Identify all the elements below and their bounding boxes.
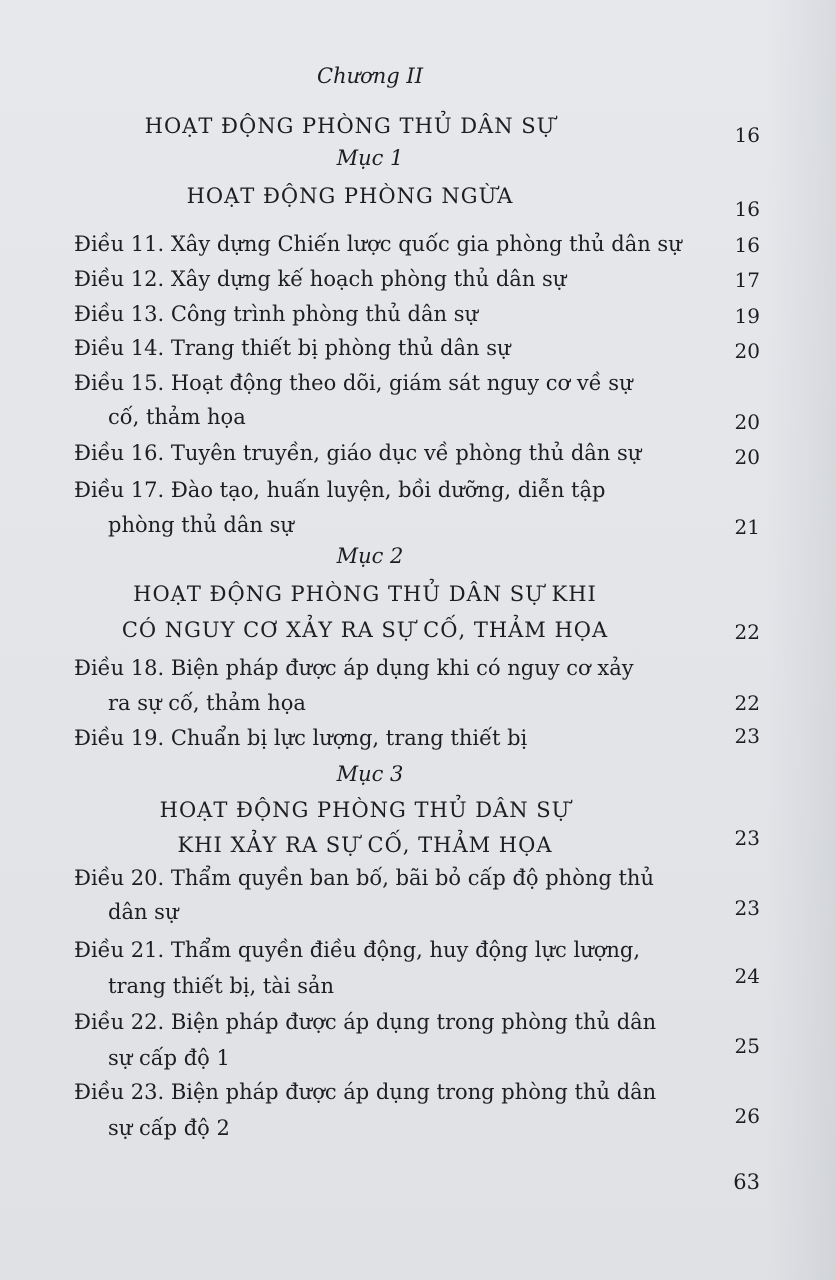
toc-page-article-15: 20 (734, 410, 760, 434)
toc-page-article-16: 20 (734, 445, 760, 469)
section-2-label: Mục 2 (336, 544, 404, 568)
page-shadow (766, 0, 836, 1280)
chapter-title: HOẠT ĐỘNG PHÒNG THỦ DÂN SỰ (144, 114, 556, 138)
toc-entry-article-23-cont: sự cấp độ 2 (108, 1116, 230, 1140)
toc-entry-article-21: Điều 21. Thẩm quyền điều động, huy động lực lượng, (74, 938, 641, 962)
toc-page-article-18: 22 (734, 691, 760, 715)
section-2-title-line-1: HOẠT ĐỘNG PHÒNG THỦ DÂN SỰ KHI (133, 582, 597, 606)
toc-entry-article-19: Điều 19. Chuẩn bị lực lượng, trang thiết bị (74, 726, 528, 750)
toc-entry-article-17: Điều 17. Đào tạo, huấn luyện, bồi dưỡng, diễn tập (74, 478, 606, 502)
section-1-page: 16 (734, 197, 760, 221)
section-2-page: 22 (734, 620, 760, 644)
toc-entry-article-15-cont: cố, thảm họa (108, 405, 246, 429)
toc-entry-article-20-cont: dân sự (108, 900, 179, 924)
toc-entry-article-14: Điều 14. Trang thiết bị phòng thủ dân sự (74, 336, 511, 360)
section-2-title-line-2: CÓ NGUY CƠ XẢY RA SỰ CỐ, THẢM HỌA (121, 618, 609, 642)
toc-page-article-12: 17 (734, 268, 760, 292)
toc-page-article-13: 19 (734, 304, 760, 328)
toc-entry-article-21-cont: trang thiết bị, tài sản (108, 974, 335, 998)
toc-entry-article-11: Điều 11. Xây dựng Chiến lược quốc gia phòng thủ dân sự (74, 232, 682, 256)
toc-entry-article-23: Điều 23. Biện pháp được áp dụng trong phòng thủ dân (74, 1080, 657, 1104)
toc-page-article-22: 25 (734, 1034, 760, 1058)
toc-page-article-21: 24 (734, 964, 760, 988)
toc-entry-article-22-cont: sự cấp độ 1 (108, 1046, 230, 1070)
toc-entry-article-16: Điều 16. Tuyên truyền, giáo dục về phòng thủ dân sự (74, 441, 642, 465)
toc-entry-article-18-cont: ra sự cố, thảm họa (108, 691, 306, 715)
toc-entry-article-22: Điều 22. Biện pháp được áp dụng trong phòng thủ dân (74, 1010, 657, 1034)
section-1-label: Mục 1 (336, 146, 404, 170)
section-1-title: HOẠT ĐỘNG PHÒNG NGỪA (186, 184, 514, 208)
section-3-title-line-1: HOẠT ĐỘNG PHÒNG THỦ DÂN SỰ (159, 798, 571, 822)
chapter-label: Chương II (317, 64, 423, 88)
toc-page-article-11: 16 (734, 233, 760, 257)
section-3-label: Mục 3 (336, 762, 404, 786)
toc-page-article-14: 20 (734, 339, 760, 363)
toc-page-article-20: 23 (734, 896, 760, 920)
toc-entry-article-13: Điều 13. Công trình phòng thủ dân sự (74, 302, 479, 326)
toc-page-article-23: 26 (734, 1104, 760, 1128)
toc-page-article-19: 23 (734, 724, 760, 748)
toc-entry-article-20: Điều 20. Thẩm quyền ban bố, bãi bỏ cấp độ phòng thủ (74, 866, 654, 890)
toc-entry-article-12: Điều 12. Xây dựng kế hoạch phòng thủ dân sự (74, 267, 567, 291)
toc-page-article-17: 21 (734, 515, 760, 539)
chapter-page: 16 (734, 123, 760, 147)
toc-entry-article-17-cont: phòng thủ dân sự (108, 513, 294, 537)
toc-entry-article-18: Điều 18. Biện pháp được áp dụng khi có nguy cơ xảy (74, 656, 634, 680)
section-3-page: 23 (734, 826, 760, 850)
toc-entry-article-15: Điều 15. Hoạt động theo dõi, giám sát nguy cơ về sự (74, 371, 633, 395)
page-number: 63 (733, 1170, 760, 1194)
section-3-title-line-2: KHI XẢY RA SỰ CỐ, THẢM HỌA (177, 833, 553, 857)
